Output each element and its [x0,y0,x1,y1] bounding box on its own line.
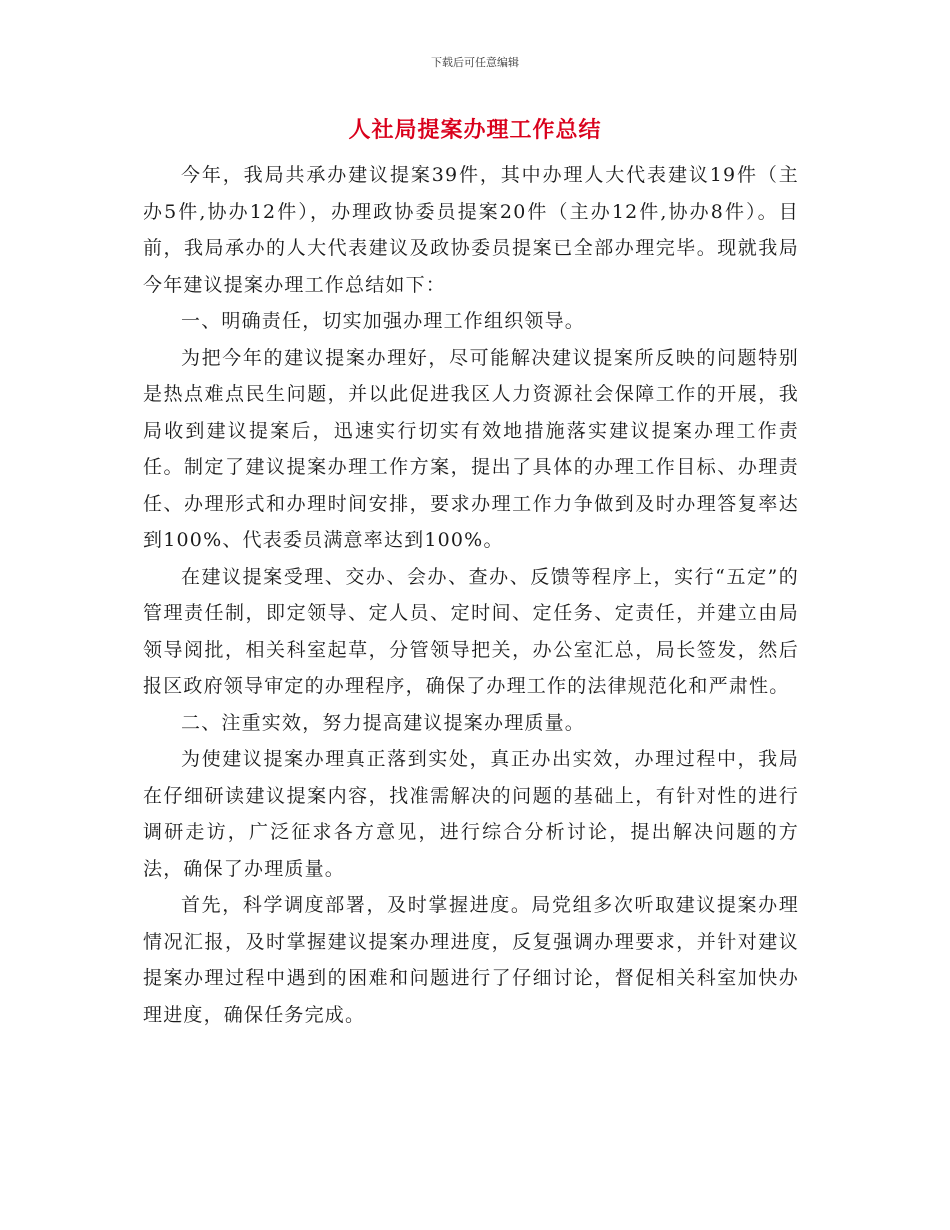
section-heading-2: 二、注重实效，努力提高建议提案办理质量。 [181,711,586,734]
paragraph-intro: 今年，我局共承办建议提案39件，其中办理人大代表建议19件（主办5件,协办12件），办理政协委员提案20件（主办12件,协办8件）。目前，我局承办的人大代表建议及政协委员提案已全部办理完毕。现就我局今年建议提案办理工作总结如下： [143,164,799,296]
document-title: 人社局提案办理工作总结 [348,118,602,143]
section-heading-1: 一、明确责任，切实加强办理工作组织领导。 [181,310,586,332]
paragraph: 为把今年的建议提案办理好，尽可能解决建议提案所反映的问题特别是热点难点民生问题，并以此促进我区人力资源社会保障工作的开展，我局收到建议提案后，迅速实行切实有效地措施落实建议提案办理工作责任。制定了建议提案办理工作方案，提出了具体的办理工作目标、办理责任、办理形式和办理时间安排，要求办理工作力争做到及时办理答复率达到100%、代表委员满意率达到100%。 [143,346,799,551]
paragraph: 首先，科学调度部署，及时掌握进度。局党组多次听取建议提案办理情况汇报，及时掌握建议提案办理进度，反复强调办理要求，并针对建议提案办理过程中遇到的困难和问题进行了仔细讨论，督促相关科室加快办理进度，确保任务完成。 [143,894,799,1026]
page-header-note: 下载后可任意编辑 [431,56,519,69]
paragraph: 在建议提案受理、交办、会办、查办、反馈等程序上，实行“五定”的管理责任制，即定领导、定人员、定时间、定任务、定责任，并建立由局领导阅批，相关科室起草，分管领导把关，办公室汇总，局长签发，然后报区政府领导审定的办理程序，确保了办理工作的法律规范化和严肃性。 [143,565,799,697]
paragraph: 为使建议提案办理真正落到实处，真正办出实效，办理过程中，我局在仔细研读建议提案内容，找准需解决的问题的基础上，有针对性的进行调研走访，广泛征求各方意见，进行综合分析讨论，提出解决问题的方法，确保了办理质量。 [143,748,799,880]
document-body [143,157,799,1033]
